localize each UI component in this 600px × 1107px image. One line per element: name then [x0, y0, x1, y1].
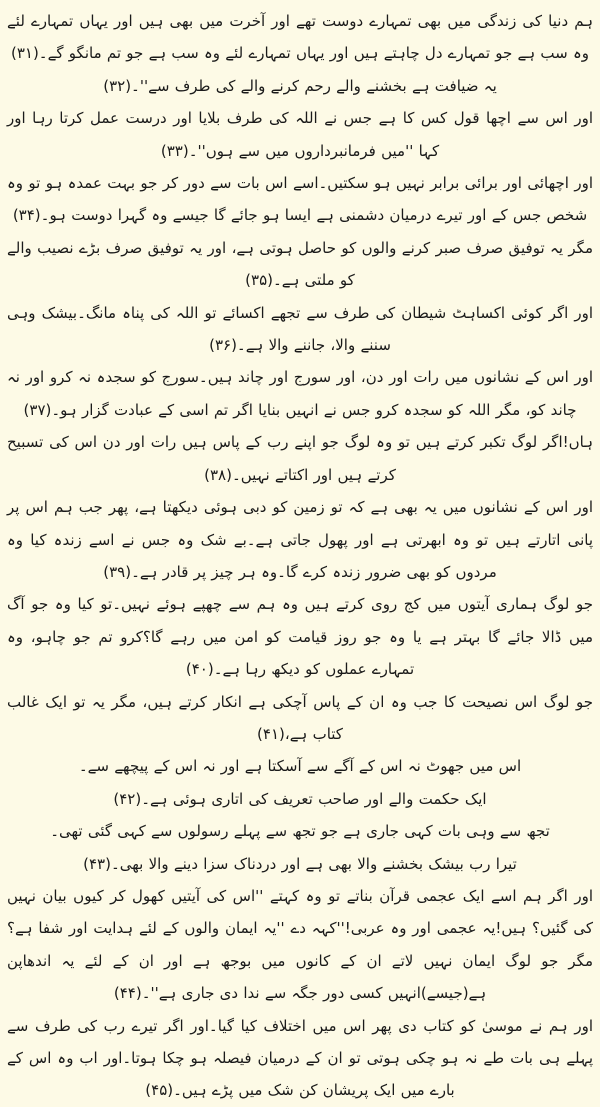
verse-paragraph-45: اور ہم نے موسیٰ کو کتاب دی پھر اس میں اختلاف کیا گیا۔اور اگر تیرے رب کی طرف سے پہلے ہی بات طے نہ ہو چکی ہوتی تو ان کے درمیان فیصلہ ہو چکا ہوتا۔اور اب وہ اس کے بارے میں ایک پریشان کن شک میں پڑے ہیں۔(۴۵): [7, 1016, 593, 1100]
verse-paragraph-42: ایک حکمت والے اور صاحب تعریف کی اتاری ہوئی ہے۔(۴۲): [113, 789, 487, 808]
verse-paragraph-35: مگر یہ توفیق صرف صبر کرنے والوں کو حاصل ہوتی ہے، اور یہ توفیق صرف بڑے نصیب والے کو ملتی ہے۔(۳۵): [7, 238, 593, 290]
verse-paragraph-33: اور اس سے اچھا قول کس کا ہے جس نے اللہ کی طرف بلایا اور درست عمل کرتا رہا اور کہا ''میں فرمانبرداروں میں سے ہوں''۔(۳۳): [7, 109, 593, 160]
verse-paragraph-31: ہم دنیا کی زندگی میں بھی تمہارے دوست تھے اور آخرت میں بھی ہیں اور یہاں تمہارے لئے وہ سب ہے جو تمہارے دل چاہتے ہیں اور یہاں تمہارے لئے وہ سب ہے جو تم مانگو گے۔(۳۱): [7, 12, 593, 63]
verse-paragraph-38: ہاں!اگر لوگ تکبر کرتے ہیں تو وہ لوگ جو اپنے رب کے پاس ہیں رات اور دن اس کی تسبیح کرتے ہیں اور اکتاتے نہیں۔(۳۸): [7, 433, 593, 484]
verse-paragraph-43: تیرا رب بیشک بخشنے والا بھی ہے اور دردناک سزا دینے والا بھی۔(۴۳): [83, 854, 517, 873]
verse-paragraph-44: اور اگر ہم اسے ایک عجمی قرآن بناتے تو وہ کہتے ''اس کی آیتیں کھول کر کیوں بیان نہیں کی گئیں؟ ہیں!یہ عجمی اور وہ عربی!''کہہ دے ''یہ ایمان والوں کے لئے ہدایت اور شفا ہے؟مگر جو لوگ ایمان نہیں لاتے ان کے کانوں میں بوجھ ہے اور ان کے لئے یہ اندھاپن ہے(جیسے)انہیں کسی دور جگہ سے ندا دی جاری ہے''۔(۴۴): [7, 886, 593, 1003]
verse-paragraph-37: اور اس کے نشانوں میں رات اور دن، اور سورج اور چاند ہیں۔سورج کو سجدہ نہ کرو اور نہ چاند کو، مگر اللہ کو سجدہ کرو جس نے انہیں بنایا اگر تم اسی کے عبادت گزار ہو۔(۳۷): [7, 368, 593, 419]
verse-paragraph-34: اور اچھائی اور برائی برابر نہیں ہو سکتیں۔اسے اس بات سے دور کر جو بہت عمدہ ہو تو وہ شخص جس کے اور تیرے درمیان دشمنی ہے ایسا ہو جائے گا جیسے وہ گہرا دوست ہو۔(۳۴): [7, 174, 593, 225]
verse-paragraph-41b: اس میں جھوٹ نہ اس کے آگے سے آسکتا ہے اور نہ اس کے پیچھے سے۔: [78, 757, 522, 776]
verse-paragraph-41: جو لوگ اس نصیحت کا جب وہ ان کے پاس آچکی ہے انکار کرتے ہیں، مگر یہ تو ایک غالب کتاب ہے،(۴۱): [7, 692, 593, 743]
verse-paragraph-36: اور اگر کوئی اکساہٹ شیطان کی طرف سے تجھے اکسائے تو اللہ کی پناہ مانگ۔بیشک وہی سننے والا، جاننے والا ہے۔(۳۶): [7, 303, 593, 355]
verse-paragraph-40: جو لوگ ہماری آیتوں میں کج روی کرتے ہیں وہ ہم سے چھپے ہوئے نہیں۔تو کیا وہ جو آگ میں ڈالا جائے گا بہتر ہے یا وہ جو روز قیامت کو امن میں رہے گا؟کرو تم جو چاہو، وہ تمہارے عملوں کو دیکھ رہا ہے۔(۴۰): [7, 595, 593, 679]
verse-paragraph-32: یہ ضیافت ہے بخشنے والے رحم کرنے والے کی طرف سے''۔(۳۲): [103, 76, 497, 95]
verse-paragraph-39: اور اس کے نشانوں میں یہ بھی ہے کہ تو زمین کو دبی ہوئی دیکھتا ہے، پھر جب ہم اس پر پانی اتارتے ہیں تو وہ ابھرتی ہے اور پھول جاتی ہے۔بے شک وہ جس نے اسے زندہ کیا وہ مردوں کو بھی ضرور زندہ کرے گا۔وہ ہر چیز پر قادر ہے۔(۳۹): [7, 498, 593, 581]
verse-paragraph-43a: تجھ سے وہی بات کہی جاری ہے جو تجھ سے پہلے رسولوں سے کہی گئی تھی۔: [50, 822, 550, 841]
